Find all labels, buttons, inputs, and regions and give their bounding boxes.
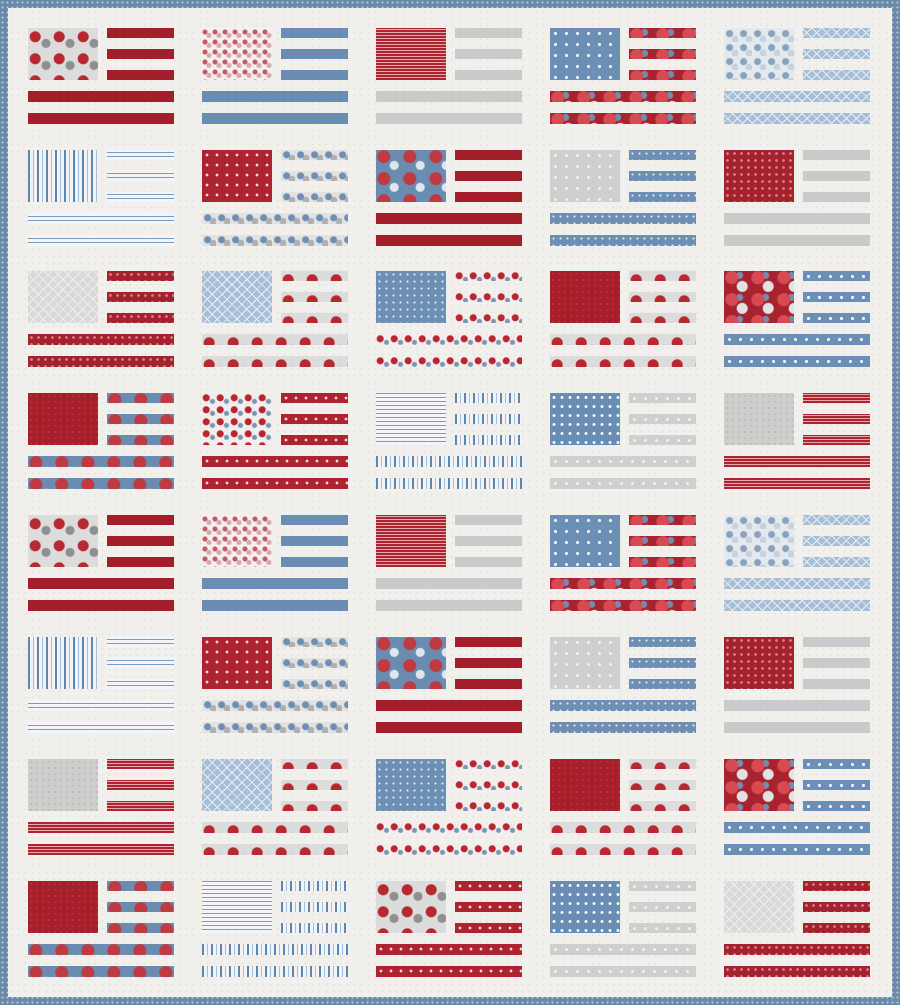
flag-stripe <box>629 393 696 403</box>
flag-canton <box>724 271 794 323</box>
flag-stripe <box>281 759 348 769</box>
flag-stripe <box>803 271 870 281</box>
flag-stripe <box>107 28 174 38</box>
flag-stripe <box>281 292 348 302</box>
flag-canton <box>28 393 98 445</box>
flag-stripe <box>28 91 174 102</box>
flag-stripe <box>107 902 174 912</box>
flag-stripe <box>376 700 522 711</box>
flag-stripe <box>455 515 522 525</box>
flag-canton <box>202 28 272 80</box>
flag-stripe <box>803 902 870 912</box>
flag-block <box>28 637 174 733</box>
flag-stripe <box>550 91 696 102</box>
flag-stripe <box>28 722 174 733</box>
flag-stripe <box>376 456 522 467</box>
flag-stripe <box>376 844 522 855</box>
flag-canton <box>28 150 98 202</box>
flag-stripe <box>202 91 348 102</box>
flag-block <box>376 150 522 246</box>
flag-stripe <box>724 600 870 611</box>
flag-stripe <box>281 923 348 933</box>
flag-stripe <box>281 271 348 281</box>
flag-stripe <box>455 435 522 445</box>
flag-stripe <box>629 515 696 525</box>
flag-block <box>376 515 522 611</box>
flag-stripe <box>281 313 348 323</box>
flag-block <box>28 881 174 977</box>
flag-stripe <box>629 435 696 445</box>
flag-canton <box>724 150 794 202</box>
flag-block <box>550 515 696 611</box>
flag-stripe <box>28 478 174 489</box>
flag-block <box>724 515 870 611</box>
flag-stripe <box>724 334 870 345</box>
flag-stripe <box>107 923 174 933</box>
flag-stripe <box>107 679 174 689</box>
flag-stripe <box>281 536 348 546</box>
flag-stripe <box>455 902 522 912</box>
flag-block <box>202 150 348 246</box>
flag-stripe <box>107 271 174 281</box>
flag-stripe <box>803 637 870 647</box>
flag-stripe <box>202 944 348 955</box>
flag-stripe <box>455 292 522 302</box>
flag-stripe <box>281 393 348 403</box>
flag-block <box>28 393 174 489</box>
flag-stripe <box>803 292 870 302</box>
flag-stripe <box>629 271 696 281</box>
flag-stripe <box>803 28 870 38</box>
flag-stripe <box>202 235 348 246</box>
flag-stripe <box>724 113 870 124</box>
flag-stripe <box>107 414 174 424</box>
flag-stripe <box>724 91 870 102</box>
flag-stripe <box>376 966 522 977</box>
flag-stripe <box>803 780 870 790</box>
flag-stripe <box>455 801 522 811</box>
flag-stripe <box>550 334 696 345</box>
flag-stripe <box>455 679 522 689</box>
flag-stripe <box>455 923 522 933</box>
flag-stripe <box>803 70 870 80</box>
flag-stripe <box>202 334 348 345</box>
flag-stripe <box>202 578 348 589</box>
flag-stripe <box>550 966 696 977</box>
flag-canton <box>550 515 620 567</box>
flag-stripe <box>550 213 696 224</box>
flag-stripe <box>107 49 174 59</box>
flag-stripe <box>629 637 696 647</box>
flag-stripe <box>724 966 870 977</box>
flag-canton <box>550 271 620 323</box>
flag-block <box>202 759 348 855</box>
flag-stripe <box>455 192 522 202</box>
flag-stripe <box>455 171 522 181</box>
flag-stripe <box>455 150 522 160</box>
flag-stripe <box>724 700 870 711</box>
flag-canton <box>376 271 446 323</box>
flag-block <box>550 393 696 489</box>
flag-stripe <box>281 435 348 445</box>
flag-block <box>550 150 696 246</box>
flag-block <box>376 759 522 855</box>
flag-canton <box>28 28 98 80</box>
flag-stripe <box>107 637 174 647</box>
flag-stripe <box>202 356 348 367</box>
flag-stripe <box>376 600 522 611</box>
flag-stripe <box>803 49 870 59</box>
flag-stripe <box>455 28 522 38</box>
flag-block <box>724 271 870 367</box>
flag-stripe <box>803 192 870 202</box>
flag-stripe <box>724 478 870 489</box>
flag-stripe <box>455 759 522 769</box>
flag-stripe <box>281 49 348 59</box>
flag-block <box>28 150 174 246</box>
flag-stripe <box>107 393 174 403</box>
flag-block <box>724 393 870 489</box>
flag-canton <box>376 150 446 202</box>
flag-stripe <box>455 557 522 567</box>
flag-stripe <box>376 91 522 102</box>
flag-block <box>202 271 348 367</box>
flag-stripe <box>724 213 870 224</box>
flag-stripe <box>376 113 522 124</box>
flag-stripe <box>550 356 696 367</box>
flag-stripe <box>107 801 174 811</box>
flag-stripe <box>803 435 870 445</box>
flag-canton <box>28 637 98 689</box>
flag-block <box>28 515 174 611</box>
flag-stripe <box>550 944 696 955</box>
flag-block <box>376 637 522 733</box>
flag-block <box>202 881 348 977</box>
flag-stripe <box>107 658 174 668</box>
flag-block <box>724 759 870 855</box>
flag-block <box>724 150 870 246</box>
flag-block <box>550 881 696 977</box>
flag-canton <box>376 515 446 567</box>
flag-canton <box>550 759 620 811</box>
flag-stripe <box>550 822 696 833</box>
flag-stripe <box>724 456 870 467</box>
flag-stripe <box>455 271 522 281</box>
flag-stripe <box>550 456 696 467</box>
flag-stripe <box>803 313 870 323</box>
flag-stripe <box>724 722 870 733</box>
flag-stripe <box>28 600 174 611</box>
flag-stripe <box>550 235 696 246</box>
flag-stripe <box>28 844 174 855</box>
flag-canton <box>376 393 446 445</box>
flag-stripe <box>550 113 696 124</box>
flag-canton <box>376 28 446 80</box>
flag-canton <box>724 881 794 933</box>
flag-stripe <box>28 456 174 467</box>
flag-stripe <box>202 113 348 124</box>
flag-canton <box>724 759 794 811</box>
flag-stripe <box>376 356 522 367</box>
flag-stripe <box>803 679 870 689</box>
flag-block <box>724 637 870 733</box>
flag-stripe <box>629 192 696 202</box>
flag-stripe <box>376 334 522 345</box>
flag-stripe <box>803 658 870 668</box>
flag-canton <box>376 881 446 933</box>
flag-stripe <box>455 881 522 891</box>
flag-stripe <box>28 113 174 124</box>
flag-stripe <box>107 759 174 769</box>
flag-stripe <box>376 478 522 489</box>
flag-block <box>724 881 870 977</box>
flag-stripe <box>455 70 522 80</box>
flag-stripe <box>107 192 174 202</box>
flag-stripe <box>28 356 174 367</box>
flag-stripe <box>629 801 696 811</box>
flag-stripe <box>281 801 348 811</box>
flag-block <box>202 393 348 489</box>
flag-stripe <box>107 515 174 525</box>
flag-stripe <box>202 600 348 611</box>
flag-stripe <box>629 557 696 567</box>
flag-stripe <box>629 902 696 912</box>
flag-stripe <box>202 700 348 711</box>
flag-canton <box>724 637 794 689</box>
flag-block <box>202 515 348 611</box>
flag-stripe <box>629 292 696 302</box>
flag-canton <box>202 759 272 811</box>
flag-stripe <box>28 822 174 833</box>
flag-canton <box>550 881 620 933</box>
flag-stripe <box>107 70 174 80</box>
flag-stripe <box>724 844 870 855</box>
flag-stripe <box>202 822 348 833</box>
flag-stripe <box>803 923 870 933</box>
flag-stripe <box>281 780 348 790</box>
flag-canton <box>376 637 446 689</box>
quilt-background <box>8 8 892 997</box>
flag-stripe <box>455 49 522 59</box>
flag-stripe <box>455 658 522 668</box>
flag-stripe <box>803 393 870 403</box>
flag-stripe <box>376 944 522 955</box>
flag-canton <box>550 393 620 445</box>
flag-stripe <box>803 801 870 811</box>
flag-stripe <box>202 844 348 855</box>
flag-stripe <box>803 536 870 546</box>
flag-stripe <box>629 658 696 668</box>
flag-stripe <box>455 536 522 546</box>
flag-stripe <box>455 637 522 647</box>
flag-stripe <box>550 600 696 611</box>
flag-stripe <box>629 536 696 546</box>
flag-stripe <box>107 780 174 790</box>
flag-stripe <box>202 966 348 977</box>
flag-stripe <box>281 70 348 80</box>
flag-stripe <box>629 679 696 689</box>
flag-stripe <box>803 414 870 424</box>
flag-canton <box>202 881 272 933</box>
flag-stripe <box>550 478 696 489</box>
flag-canton <box>202 150 272 202</box>
flag-stripe <box>629 759 696 769</box>
flag-stripe <box>376 822 522 833</box>
flag-block <box>28 28 174 124</box>
flag-stripe <box>107 881 174 891</box>
flag-canton <box>202 393 272 445</box>
flag-stripe <box>629 414 696 424</box>
flag-stripe <box>803 881 870 891</box>
flag-stripe <box>28 235 174 246</box>
flag-stripe <box>281 881 348 891</box>
flag-stripe <box>803 557 870 567</box>
flag-stripe <box>550 722 696 733</box>
flag-stripe <box>107 557 174 567</box>
flag-stripe <box>107 435 174 445</box>
flag-stripe <box>803 171 870 181</box>
flag-canton <box>376 759 446 811</box>
flag-canton <box>202 637 272 689</box>
flag-block <box>550 637 696 733</box>
flag-block <box>376 28 522 124</box>
flag-stripe <box>455 393 522 403</box>
flag-stripe <box>629 923 696 933</box>
flag-stripe <box>281 637 348 647</box>
flag-block <box>550 28 696 124</box>
flag-canton <box>724 28 794 80</box>
flag-stripe <box>28 578 174 589</box>
flag-stripe <box>202 478 348 489</box>
flag-stripe <box>550 844 696 855</box>
flag-stripe <box>202 722 348 733</box>
flag-block <box>376 881 522 977</box>
flag-stripe <box>107 171 174 181</box>
flag-canton <box>202 515 272 567</box>
flag-stripe <box>724 578 870 589</box>
flag-block <box>202 28 348 124</box>
flag-canton <box>550 28 620 80</box>
flag-stripe <box>28 213 174 224</box>
flag-stripe <box>281 515 348 525</box>
flag-canton <box>550 637 620 689</box>
flag-block <box>724 28 870 124</box>
flag-stripe <box>629 28 696 38</box>
flag-stripe <box>281 557 348 567</box>
flag-stripe <box>281 28 348 38</box>
flag-stripe <box>724 235 870 246</box>
flag-stripe <box>107 150 174 160</box>
flag-stripe <box>724 944 870 955</box>
flag-stripe <box>629 171 696 181</box>
flag-canton <box>28 759 98 811</box>
flag-stripe <box>281 414 348 424</box>
flag-canton <box>28 271 98 323</box>
flag-stripe <box>281 192 348 202</box>
flag-canton <box>550 150 620 202</box>
flag-stripe <box>28 334 174 345</box>
flag-block <box>550 271 696 367</box>
flag-stripe <box>107 313 174 323</box>
flag-stripe <box>281 150 348 160</box>
flag-block <box>376 271 522 367</box>
flag-stripe <box>281 171 348 181</box>
flag-block <box>202 637 348 733</box>
flag-stripe <box>629 780 696 790</box>
flag-stripe <box>629 49 696 59</box>
flag-stripe <box>455 313 522 323</box>
flag-stripe <box>550 578 696 589</box>
flag-stripe <box>281 902 348 912</box>
flag-canton <box>28 515 98 567</box>
flag-stripe <box>376 578 522 589</box>
flag-block <box>28 271 174 367</box>
flag-stripe <box>629 881 696 891</box>
flag-stripe <box>803 150 870 160</box>
flag-stripe <box>281 679 348 689</box>
flag-stripe <box>376 722 522 733</box>
flag-block <box>376 393 522 489</box>
flag-stripe <box>107 536 174 546</box>
flag-stripe <box>550 700 696 711</box>
flag-stripe <box>629 150 696 160</box>
flag-canton <box>202 271 272 323</box>
flag-stripe <box>803 759 870 769</box>
flag-canton <box>28 881 98 933</box>
flag-stripe <box>281 658 348 668</box>
flag-stripe <box>629 313 696 323</box>
flag-stripe <box>28 966 174 977</box>
flag-stripe <box>455 780 522 790</box>
flag-stripe <box>107 292 174 302</box>
flag-stripe <box>455 414 522 424</box>
flag-stripe <box>376 235 522 246</box>
flag-stripe <box>28 700 174 711</box>
flag-stripe <box>724 356 870 367</box>
flag-block <box>28 759 174 855</box>
flag-canton <box>724 515 794 567</box>
flag-block <box>550 759 696 855</box>
flag-canton <box>724 393 794 445</box>
flag-stripe <box>724 822 870 833</box>
flag-stripe <box>803 515 870 525</box>
flag-stripe <box>28 944 174 955</box>
flag-stripe <box>202 456 348 467</box>
flag-stripe <box>629 70 696 80</box>
flag-stripe <box>202 213 348 224</box>
flag-stripe <box>376 213 522 224</box>
